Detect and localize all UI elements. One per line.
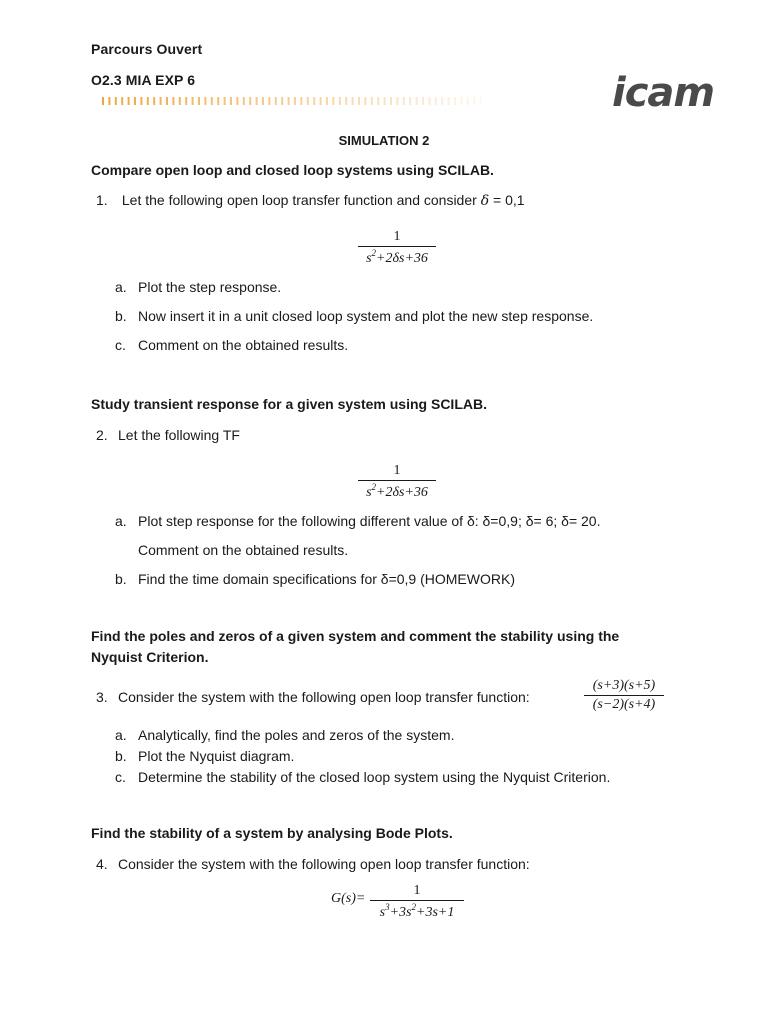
tick-mark: [153, 97, 155, 105]
tick-mark: [460, 97, 462, 105]
tick-mark: [416, 97, 418, 105]
tf-denominator: $s^2+2\delta s+36$: [366, 248, 428, 266]
tick-mark: [307, 97, 309, 105]
tick-mark: [403, 97, 405, 105]
tick-mark: [364, 97, 366, 105]
tick-mark: [198, 97, 200, 105]
tick-mark: [422, 97, 424, 105]
question-4: 4. Consider the system with the following open loop transfer function:: [96, 856, 530, 872]
tick-mark: [262, 97, 264, 105]
tick-mark: [294, 97, 296, 105]
tick-mark: [428, 97, 430, 105]
question-text: Let the following open loop transfer function and consider: [121, 192, 477, 208]
list-item: b. Now insert it in a unit closed loop system and plot the new step response.: [115, 308, 594, 324]
tick-mark: [345, 97, 347, 105]
tick-mark: [249, 97, 251, 105]
question-3: 3. Consider the system with the following open loop transfer function:: [96, 689, 530, 705]
tick-mark: [454, 97, 456, 105]
tick-mark: [396, 97, 398, 105]
tick-mark: [108, 97, 110, 105]
tick-mark: [140, 97, 142, 105]
tick-mark: [134, 97, 136, 105]
tick-mark: [441, 97, 443, 105]
tick-mark: [217, 97, 219, 105]
tick-mark: [128, 97, 130, 105]
tick-mark: [160, 97, 162, 105]
course-code: O2.3 MIA EXP 6: [91, 72, 196, 88]
tick-mark: [243, 97, 245, 105]
tick-mark: [230, 97, 232, 105]
tick-mark: [467, 97, 469, 105]
tick-mark: [371, 97, 373, 105]
tick-mark: [313, 97, 315, 105]
section3-heading: Find the poles and zeros of a given system and comment the stability using the Nyquist Criterion.: [91, 628, 620, 665]
section1-heading: Compare open loop and closed loop systems using SCILAB.: [91, 162, 494, 178]
decorative-tick-bar: [102, 96, 492, 106]
tick-mark: [473, 97, 475, 105]
tick-mark: [332, 97, 334, 105]
transfer-function-1: [358, 229, 436, 267]
tf-numerator: 1: [393, 229, 401, 244]
tick-mark: [435, 97, 437, 105]
transfer-function-4: 1 $s^3+3s^2+3s+1$: [370, 883, 464, 921]
tick-mark: [390, 97, 392, 105]
delta-value: = 0,1: [489, 192, 525, 208]
tick-mark: [115, 97, 117, 105]
list-item: b. Find the time domain specifications for δ=0,9 (HOMEWORK): [115, 571, 515, 587]
tick-mark: [326, 97, 328, 105]
transfer-function-3: (s+3)(s+5) (s−2)(s+4): [584, 678, 664, 713]
tick-mark: [102, 97, 104, 105]
tick-mark: [358, 97, 360, 105]
tick-mark: [268, 97, 270, 105]
tick-mark: [275, 97, 277, 105]
question-1: [96, 190, 525, 211]
tick-mark: [147, 97, 149, 105]
question-2: 2. Let the following TF: [96, 427, 240, 443]
tick-mark: [179, 97, 181, 105]
delta-symbol: δ: [480, 193, 490, 209]
section4-heading: Find the stability of a system by analysing Bode Plots.: [91, 825, 453, 841]
simulation-title: SIMULATION 2: [338, 133, 430, 148]
tick-mark: [480, 97, 482, 105]
tick-mark: [166, 97, 168, 105]
g-of-s-label: G(s)=: [331, 891, 366, 906]
tick-mark: [377, 97, 379, 105]
tick-mark: [281, 97, 283, 105]
list-item: c. Determine the stability of the closed loop system using the Nyquist Criterion.: [115, 769, 611, 785]
list-item: a. Plot the step response.: [115, 279, 282, 295]
tick-mark: [384, 97, 386, 105]
section2-heading: Study transient response for a given system using SCILAB.: [91, 396, 487, 412]
tick-mark: [352, 97, 354, 105]
tick-mark: [192, 97, 194, 105]
tick-mark: [204, 97, 206, 105]
tick-mark: [172, 97, 174, 105]
list-item-continuation: Comment on the obtained results.: [138, 542, 349, 558]
tick-mark: [211, 97, 213, 105]
list-item: b. Plot the Nyquist diagram.: [115, 748, 295, 764]
list-item: a. Analytically, find the poles and zeros of the system.: [115, 727, 455, 743]
tick-mark: [185, 97, 187, 105]
tick-mark: [288, 97, 290, 105]
icam-logo: icam: [612, 70, 715, 116]
question-number: 1.: [96, 192, 108, 208]
tick-mark: [224, 97, 226, 105]
list-item: c. Comment on the obtained results.: [115, 337, 349, 353]
tick-mark: [300, 97, 302, 105]
transfer-function-2: 1 $s^2+2\delta s+36$: [358, 463, 436, 501]
tick-mark: [409, 97, 411, 105]
tick-mark: [256, 97, 258, 105]
tick-mark: [320, 97, 322, 105]
tick-mark: [448, 97, 450, 105]
tick-mark: [339, 97, 341, 105]
tick-mark: [121, 97, 123, 105]
tick-mark: [236, 97, 238, 105]
course-title: Parcours Ouvert: [91, 41, 203, 57]
list-item: a. Plot step response for the following different value of δ: δ=0,9; δ= 6; δ= 20.: [115, 513, 601, 529]
